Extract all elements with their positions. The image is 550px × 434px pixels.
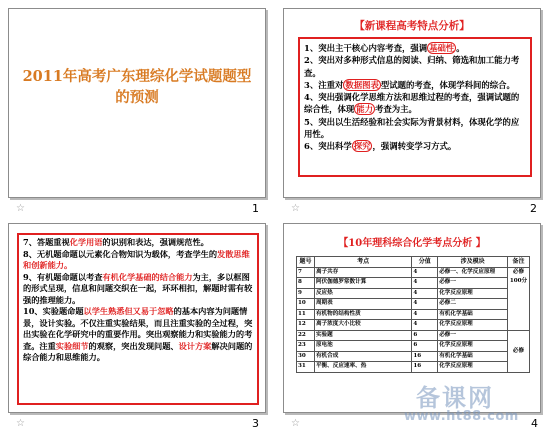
slide-transition-icon: ☆ [291, 203, 300, 214]
table-header-cell: 题号 [297, 257, 315, 268]
feature-list-item [304, 91, 526, 116]
paragraph-text: 的识别和表达，强调规范性。 [102, 237, 209, 247]
table-cell: 22 [297, 330, 315, 341]
table-cell: 9 [297, 288, 315, 299]
table-cell: 31 [297, 362, 315, 373]
analysis-paragraph [23, 272, 253, 307]
table-cell: 4 [412, 267, 438, 278]
analysis-paragraph [23, 237, 253, 249]
table-cell: 实验题 [314, 330, 411, 341]
highlighted-keyword: 基础性 [429, 43, 455, 53]
paragraph-text: 7、答题重视 [23, 237, 70, 247]
table-cell: 化学反应原理 [438, 362, 508, 373]
slide-number: 3 [252, 417, 259, 430]
item-text: 2、突出对多种形式信息的阅读、归纳、筛选和加工能力考查。 [304, 55, 520, 78]
table-cell: 有机化学基础 [438, 309, 508, 320]
remark-cell: 必修 [508, 330, 530, 372]
highlighted-keyword: 实验细节 [55, 340, 89, 351]
item-text: 型试题的考查，体现学科间的综合。 [380, 79, 515, 90]
slide-thumbnail-2[interactable] [283, 8, 541, 198]
slide-thumbnail-3[interactable] [8, 223, 266, 413]
feature-list-item [304, 54, 526, 79]
slide-thumbnail-1[interactable] [8, 8, 266, 198]
analysis-paragraph [23, 306, 253, 364]
feature-list-box [298, 37, 532, 177]
table-cell: 23 [297, 341, 315, 352]
item-text: 考查为主。 [375, 104, 417, 115]
analysis-text-box [17, 233, 259, 405]
table-cell: 必修一、化学反应原理 [438, 267, 508, 278]
table-cell: 离子共存 [314, 267, 411, 278]
table-cell: 6 [412, 341, 438, 352]
table-cell: 7 [297, 267, 315, 278]
paragraph-text: 的基本内容为问题情景，设计实验。不仅注重实验结果，而且注重实验的全过程，突出实验在化学研究中的重要作用。突出观察能力和实验能力的考查。注重 [23, 306, 253, 351]
table-row [297, 362, 530, 373]
item-text: 1、突出主干核心内容考查，强调 [304, 43, 428, 53]
table-cell: 16 [412, 362, 438, 373]
table-cell: 阿伏伽德罗常数计算 [314, 278, 411, 289]
slide-number: 1 [252, 202, 259, 215]
table-header-cell: 考点 [314, 257, 411, 268]
slide-heading: 【新课程高考特点分析】 [354, 20, 470, 32]
table-cell: 11 [297, 309, 315, 320]
table-cell: 4 [412, 320, 438, 331]
item-text: 。 [456, 43, 465, 53]
item-text: 3、注重对 [304, 79, 344, 90]
slide-number: 2 [530, 202, 537, 215]
paragraph-text: 10、实验题命题 [23, 306, 84, 316]
slide-transition-icon: ☆ [16, 203, 25, 214]
highlighted-keyword: 探究 [353, 141, 371, 152]
highlighted-keyword: 有机化学基础的结合能力 [102, 271, 193, 282]
table-header-cell: 备注 [508, 257, 530, 268]
table-row [297, 299, 530, 310]
item-text: ，强调转变学习方式。 [372, 141, 457, 152]
feature-list-item [304, 42, 526, 54]
table-row [297, 341, 530, 352]
table-row [297, 278, 530, 289]
table-cell: 4 [412, 288, 438, 299]
watermark-logo [400, 378, 550, 426]
paragraph-text: 9、有机题命题以考查 [23, 271, 103, 282]
table-cell: 平衡、反应速率、热 [314, 362, 411, 373]
feature-list-item [304, 116, 526, 141]
slide-heading: 【10年理科综合化学考点分析 】 [338, 238, 486, 249]
table-cell: 化学反应原理 [438, 341, 508, 352]
table-cell: 有机化学基础 [438, 351, 508, 362]
highlighted-keyword: 能力 [356, 104, 373, 115]
table-cell: 周期表 [314, 299, 411, 310]
table-cell: 8 [297, 278, 315, 289]
table-cell: 化学反应原理 [438, 320, 508, 331]
analysis-paragraph [23, 249, 253, 272]
table-cell: 6 [412, 330, 438, 341]
table-row [297, 309, 530, 320]
paragraph-text: 的观察，突出发现问题、 [88, 340, 179, 351]
slide-transition-icon: ☆ [291, 418, 300, 429]
table-cell: 离子浓度大小比较 [314, 320, 411, 331]
feature-list-item [304, 140, 526, 152]
highlighted-keyword: 以学生熟悉但又易于忽略 [83, 306, 174, 316]
table-cell: 30 [297, 351, 315, 362]
slide-transition-icon: ☆ [16, 418, 25, 429]
table-cell: 化学反应原理 [438, 288, 508, 299]
item-text: 6、突出科学 [304, 141, 352, 152]
slide-number: 4 [531, 417, 538, 430]
table-cell: 16 [412, 351, 438, 362]
exam-topic-table [296, 256, 530, 373]
slide-title: 2011年高考广东理综化学试题题型的预测 [22, 68, 252, 106]
highlighted-keyword: 数据图表 [345, 79, 379, 90]
table-cell: 必修一 [438, 278, 508, 289]
table-row [297, 351, 530, 362]
watermark-url: www.ht88.com [404, 409, 519, 424]
paragraph-text: 为主，多以框图的形式呈现，信息和问题交织在一起，环环相扣，解题时需有较强的推理能力。 [23, 271, 253, 305]
table-cell: 有机物的结构性质 [314, 309, 411, 320]
table-cell: 有机合成 [314, 351, 411, 362]
table-cell: 4 [412, 299, 438, 310]
item-text: 5、突出以生活经验和社会实际为背景材料，体现化学的应用性。 [304, 116, 520, 140]
table-cell: 反应热 [314, 288, 411, 299]
highlighted-keyword: 设计方案 [178, 340, 212, 351]
table-header-cell: 分值 [412, 257, 438, 268]
table-row [297, 267, 530, 278]
remark-cell: 必修100分 [508, 267, 530, 330]
item-text: 4、突出强调化学思维方法和思维过程的考查，强调试题的综合性，体现 [304, 92, 520, 115]
highlighted-keyword: 化学用语 [69, 237, 103, 247]
table-cell: 4 [412, 278, 438, 289]
highlighted-keyword: 发散思维和创新能力。 [23, 248, 250, 270]
paragraph-text: 8、无机题命题以元素化合物知识为载体，考查学生的 [23, 248, 218, 259]
table-cell: 必修一 [438, 330, 508, 341]
paragraph-text: 解决问题的综合能力和思维能力。 [23, 340, 253, 362]
watermark-title: 备课网 [416, 384, 494, 412]
table-row [297, 320, 530, 331]
table-cell: 必修二 [438, 299, 508, 310]
table-row [297, 330, 530, 341]
table-row [297, 288, 530, 299]
table-header-cell: 涉及模块 [438, 257, 508, 268]
table-cell: 10 [297, 299, 315, 310]
table-cell: 原电池 [314, 341, 411, 352]
feature-list-item [304, 79, 526, 91]
table-cell: 12 [297, 320, 315, 331]
table-cell: 4 [412, 309, 438, 320]
